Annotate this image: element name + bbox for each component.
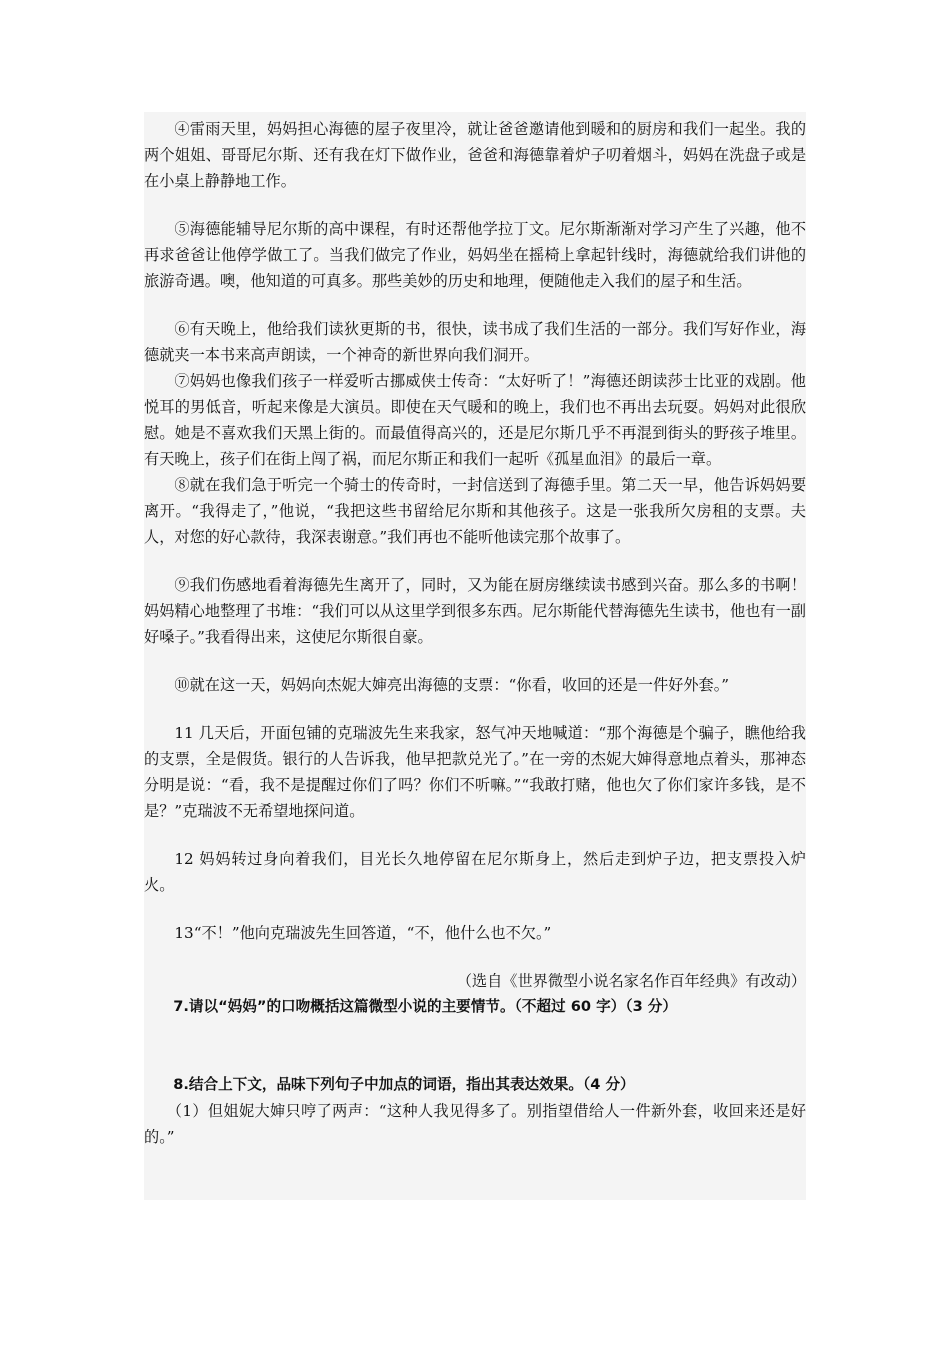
paragraph-9: ⑨我们伤感地看着海德先生离开了，同时，又为能在厨房继续读书感到兴奋。那么多的书啊！妈妈精心地整理了书堆：“我们可以从这里学到很多东西。尼尔斯能代替海德先生读书，他也有一副好嗓子。”我看得出来，这使尼尔斯很自豪。 [144, 576, 806, 646]
paragraph-13: 13“不！”他向克瑞波先生回答道，“不，他什么也不欠。” [174, 924, 552, 942]
paragraph-11: 11 几天后，开面包铺的克瑞波先生来我家，怒气冲天地喊道：“那个海德是个骗子，瞧他给我的支票，全是假货。银行的人告诉我，他早把款兑光了。”在一旁的杰妮大婶得意地点着头，那神态分明是说：“看，我不是提醒过你们了吗？你们不听嘛。”“我敢打赌，他也欠了你们家许多钱，是不是？”克瑞波不无希望地探问道。 [144, 724, 806, 820]
question-8: 8.结合上下文，品味下列句子中加点的词语，指出其表达效果。（4 分） [173, 1076, 635, 1093]
paragraph-12: 12 妈妈转过身向着我们，目光长久地停留在尼尔斯身上，然后走到炉子边，把支票投入炉火。 [144, 850, 806, 894]
question-7: 7.请以“妈妈”的口吻概括这篇微型小说的主要情节。（不超过 60 字）（3 分） [173, 998, 677, 1015]
source-note: （选自《世界微型小说名家名作百年经典》有改动） [456, 972, 806, 990]
paragraph-4: ④雷雨天里，妈妈担心海德的屋子夜里冷，就让爸爸邀请他到暖和的厨房和我们一起坐。我的两个姐姐、哥哥尼尔斯、还有我在灯下做作业，爸爸和海德靠着炉子叨着烟斗，妈妈在洗盘子或是在小桌上静静地工作。 [144, 120, 806, 190]
paragraph-5: ⑤海德能辅导尼尔斯的高中课程，有时还帮他学拉丁文。尼尔斯渐渐对学习产生了兴趣，他不再求爸爸让他停学做工了。当我们做完了作业，妈妈坐在摇椅上拿起针线时，海德就给我们讲他的旅游奇遇。噢，他知道的可真多。那些美妙的历史和地理，便随他走入我们的屋子和生活。 [144, 220, 806, 290]
paragraph-7: ⑦妈妈也像我们孩子一样爱听古挪威侠士传奇：“太好听了！”海德还朗读莎士比亚的戏剧。他悦耳的男低音，听起来像是大演员。即使在天气暖和的晚上，我们也不再出去玩耍。妈妈对此很欣慰。她是不喜欢我们天黑上街的。而最值得高兴的，还是尼尔斯几乎不再混到街头的野孩子堆里。有天晚上，孩子们在街上闯了祸，而尼尔斯正和我们一起听《孤星血泪》的最后一章。 [144, 372, 806, 468]
paragraph-10: ⑩就在这一天，妈妈向杰妮大婶亮出海德的支票：“你看，收回的还是一件好外套。” [174, 676, 730, 694]
paragraph-6: ⑥有天晚上，他给我们读狄更斯的书，很快，读书成了我们生活的一部分。我们写好作业，海德就夹一本书来高声朗读，一个神奇的新世界向我们洞开。 [144, 320, 806, 364]
question-8-sub-1: （1）但姐妮大婶只哼了两声：“这种人我见得多了。别指望借给人一件新外套，收回来还是好的。” [144, 1102, 806, 1146]
paragraph-8: ⑧就在我们急于听完一个骑士的传奇时，一封信送到了海德手里。第二天一早，他告诉妈妈要离开。“我得走了，”他说，“我把这些书留给尼尔斯和其他孩子。这是一张我所欠房租的支票。夫人，对您的好心款待，我深表谢意。”我们再也不能听他读完那个故事了。 [144, 476, 806, 546]
answer-space [144, 1020, 806, 1072]
article-body [144, 116, 806, 1150]
